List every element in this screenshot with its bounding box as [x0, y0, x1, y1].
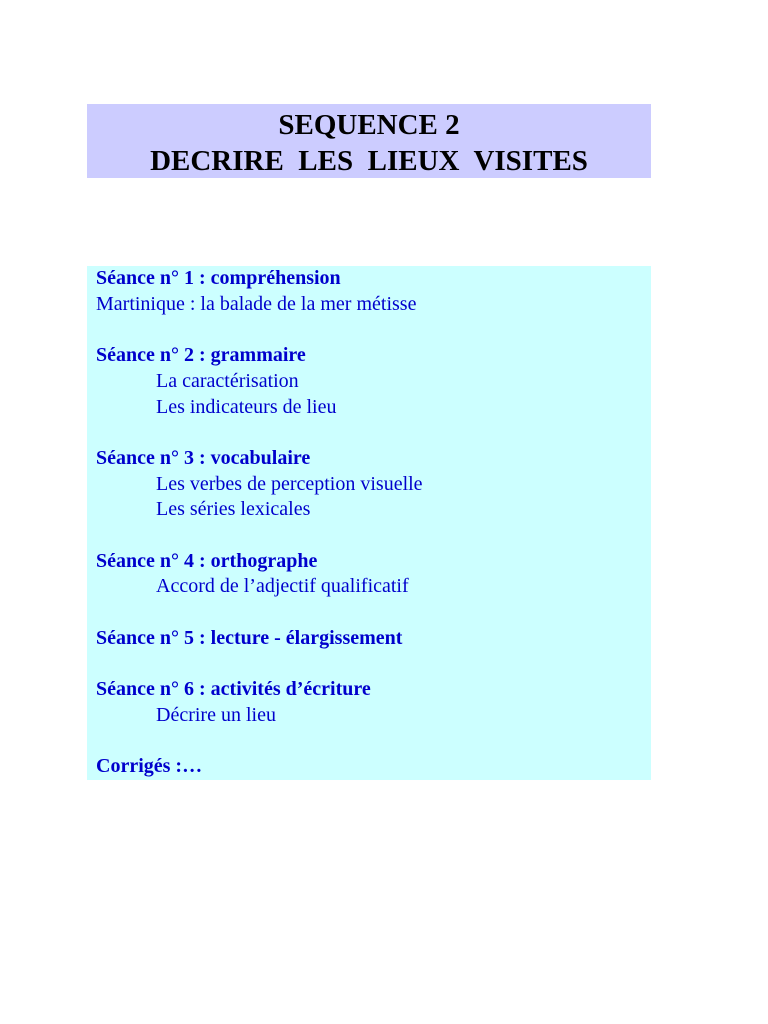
- session-item: Les verbes de perception visuelle: [156, 472, 423, 495]
- session-item: Les indicateurs de lieu: [156, 395, 337, 418]
- session-title: Séance n° 5 : lecture - élargissement: [96, 626, 403, 649]
- sequence-number: SEQUENCE 2: [278, 109, 460, 141]
- session-item: Décrire un lieu: [156, 703, 276, 726]
- corrections-title: Corrigés :…: [96, 755, 203, 778]
- session-6: [96, 677, 651, 728]
- session-item: Accord de l’adjectif qualificatif: [156, 575, 409, 598]
- session-title: Séance n° 6 : activités d’écriture: [96, 678, 371, 701]
- session-item: La caractérisation: [156, 369, 299, 392]
- session-title: Séance n° 3 : vocabulaire: [96, 446, 311, 469]
- sequence-header: [87, 104, 651, 178]
- sessions-list: [87, 266, 651, 780]
- session-1: [96, 266, 651, 317]
- session-5: [96, 626, 651, 652]
- session-4: [96, 549, 651, 600]
- session-item: Les séries lexicales: [156, 498, 311, 521]
- session-title: Séance n° 4 : orthographe: [96, 549, 318, 572]
- session-title: Séance n° 1 : compréhension: [96, 267, 341, 289]
- session-2: [96, 343, 651, 420]
- session-item: Martinique : la balade de la mer métisse: [96, 292, 417, 315]
- sequence-title: DECRIRE LES LIEUX VISITES: [150, 145, 588, 177]
- session-3: [96, 446, 651, 523]
- corrections: [96, 754, 651, 780]
- session-title: Séance n° 2 : grammaire: [96, 344, 306, 367]
